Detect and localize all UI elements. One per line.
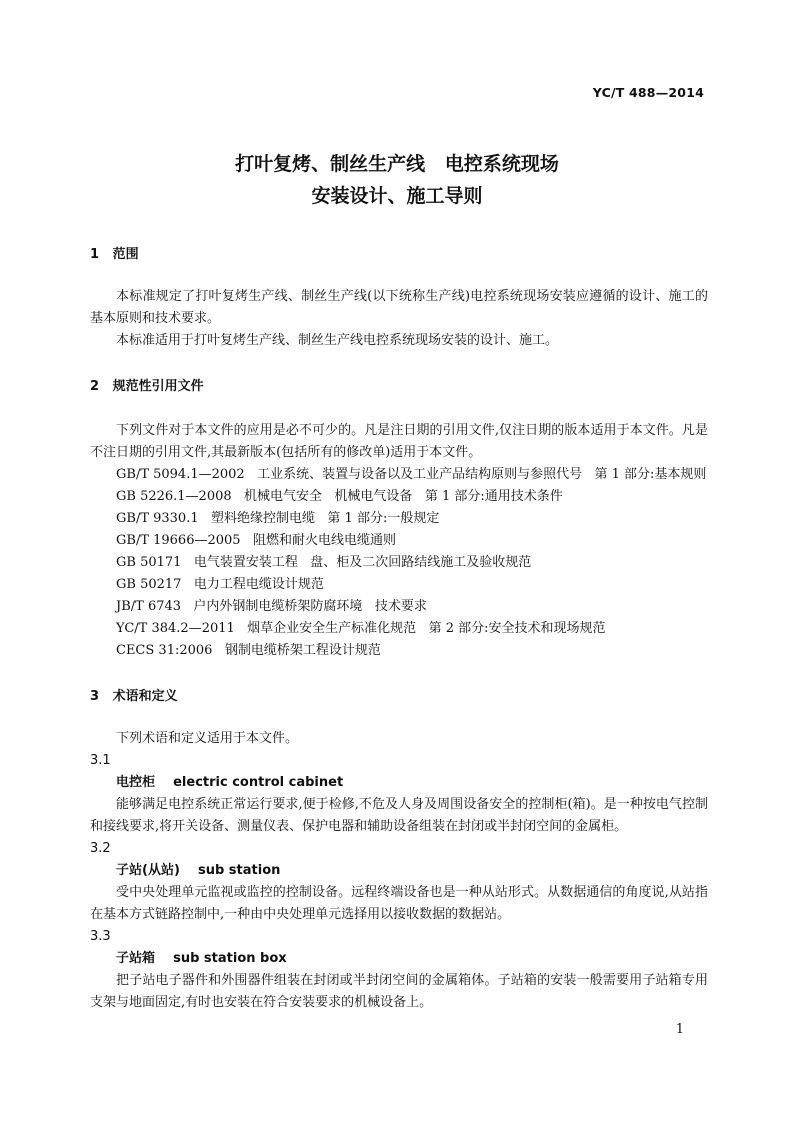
document-body (90, 244, 708, 1014)
title-line-2: 安装设计、施工导则 (311, 185, 483, 207)
document-title (0, 148, 794, 212)
term-definition: 受中央处理单元监视或监控的控制设备。远程终端设备也是一种从站形式。从数据通信的角度说,从站指在基本方式链路控制中,一种由中央处理单元选择用以接收数据的数据站。 (90, 885, 708, 922)
section-heading-normative-references: 2 规范性引用文件 (90, 379, 204, 394)
section-heading-scope: 1 范围 (90, 247, 139, 262)
term-name: 电控柜 electric control cabinet (116, 775, 344, 790)
term-definition: 能够满足电控系统正常运行要求,便于检修,不危及人身及周围设备安全的控制柜(箱)。是一种按电气控制和接线要求,将开关设备、测量仪表、保护电器和辅助设备组装在封闭或半封闭空间的金属柜。 (90, 797, 708, 834)
reference-item: YC/T 384.2—2011 烟草企业安全生产标准化规范 第 2 部分:安全技术和现场规范 (116, 621, 606, 636)
term-number: 3.3 (90, 929, 111, 944)
reference-item: GB 50171 电气装置安装工程 盘、柜及二次回路结线施工及验收规范 (116, 555, 532, 570)
paragraph: 下列文件对于本文件的应用是必不可少的。凡是注日期的引用文件,仅注日期的版本适用于本文件。凡是不注日期的引用文件,其最新版本(包括所有的修改单)适用于本文件。 (90, 423, 708, 460)
paragraph: 本标准适用于打叶复烤生产线、制丝生产线电控系统现场安装的设计、施工。 (116, 333, 559, 348)
page-number: 1 (675, 1022, 684, 1037)
term-number: 3.1 (90, 753, 111, 768)
reference-item: JB/T 6743 户内外钢制电缆桥架防腐环境 技术要求 (116, 599, 427, 614)
term-name: 子站(从站) sub station (116, 863, 281, 878)
reference-item: CECS 31:2006 钢制电缆桥架工程设计规范 (116, 643, 381, 658)
paragraph: 本标准规定了打叶复烤生产线、制丝生产线(以下统称生产线)电控系统现场安装应遵循的设计、施工的基本原则和技术要求。 (90, 289, 708, 326)
reference-item: GB/T 19666—2005 阻燃和耐火电线电缆通则 (116, 533, 396, 548)
reference-item: GB/T 5094.1—2002 工业系统、装置与设备以及工业产品结构原则与参照代号 第 1 部分:基本规则 (116, 467, 707, 482)
reference-item: GB 5226.1—2008 机械电气安全 机械电气设备 第 1 部分:通用技术条件 (116, 489, 563, 504)
term-name: 子站箱 sub station box (116, 951, 287, 966)
term-definition: 把子站电子器件和外围器件组装在封闭或半封闭空间的金属箱体。子站箱的安装一般需要用子站箱专用支架与地面固定,有时也安装在符合安装要求的机械设备上。 (90, 973, 708, 1010)
title-line-1: 打叶复烤、制丝生产线 电控系统现场 (235, 153, 559, 175)
term-number: 3.2 (90, 841, 111, 856)
reference-item: GB/T 9330.1 塑料绝缘控制电缆 第 1 部分:一般规定 (116, 511, 440, 526)
reference-item: GB 50217 电力工程电缆设计规范 (116, 577, 324, 592)
paragraph: 下列术语和定义适用于本文件。 (116, 731, 299, 746)
standard-code-header: YC/T 488—2014 (592, 85, 704, 100)
section-heading-terms-definitions: 3 术语和定义 (90, 689, 178, 704)
